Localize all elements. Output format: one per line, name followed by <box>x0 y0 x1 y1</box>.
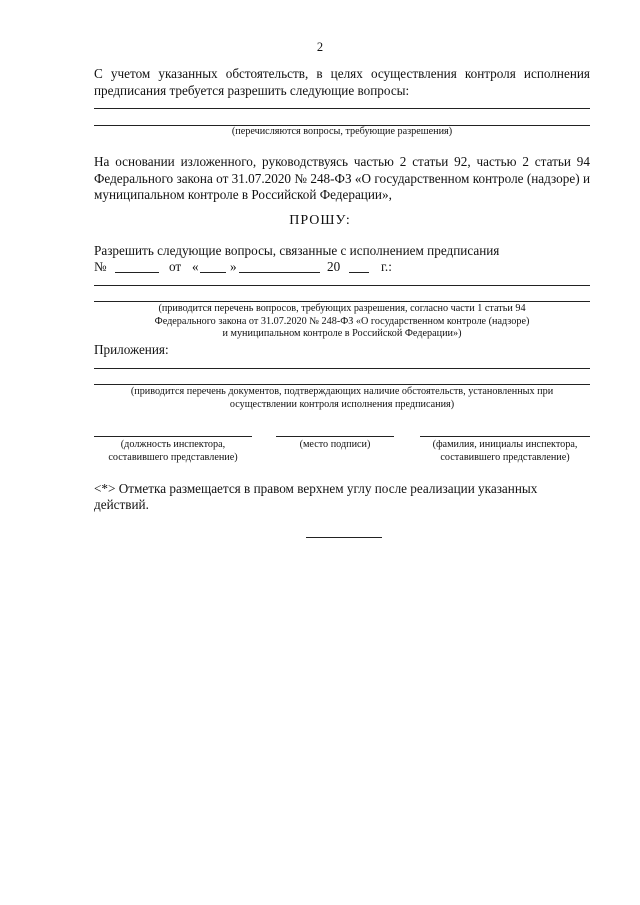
from-label: от <box>169 259 182 274</box>
signature-line-place <box>276 436 394 437</box>
paragraph-legal-basis: На основании изложенного, руководствуясь частью 2 статьи 92, частью 2 статьи 94 Федерального закона от 31.07.2020 № 248-ФЗ «О государственном контроле (надзоре) и муниципальном контроле в Российской Федерации», <box>94 154 590 202</box>
year-suffix: г.: <box>381 259 392 274</box>
prescription-number-row <box>94 259 590 275</box>
caption-line: Федерального закона от 31.07.2020 № 248-ФЗ «О государственном контроле (надзоре) <box>154 315 530 327</box>
open-quote: « <box>192 259 199 274</box>
day-blank <box>200 272 226 273</box>
year-prefix: 20 <box>327 259 341 274</box>
number-sign: № <box>94 259 107 274</box>
close-quote: » <box>230 259 237 274</box>
fill-line <box>94 368 590 369</box>
year-blank <box>349 272 369 273</box>
end-divider <box>306 537 382 538</box>
caption-line: (фамилия, инициалы инспектора, <box>432 439 578 450</box>
caption-line: (приводится перечень вопросов, требующих разрешения, согласно части 1 статьи 94 <box>158 303 526 314</box>
paragraph-resolve-questions: Разрешить следующие вопросы, связанные с исполнением предписания <box>94 243 500 258</box>
caption-line: осуществлении контроля исполнения предписания) <box>229 398 455 410</box>
fill-line <box>94 285 590 286</box>
caption-questions-list <box>94 303 590 341</box>
caption-questions: (перечисляются вопросы, требующие разрешения) <box>231 126 453 137</box>
paragraph-circumstances: С учетом указанных обстоятельств, в целях осуществления контроля исполнения предписания требуется разрешить следующие вопросы: <box>94 66 590 98</box>
caption-line: составившего представление) <box>440 452 570 463</box>
caption-line: составившего представление) <box>108 452 238 463</box>
caption-inspector-position <box>94 438 252 464</box>
page-number: 2 <box>316 40 324 54</box>
fill-line <box>94 301 590 302</box>
fill-line <box>94 384 590 385</box>
caption-line: и муниципальном контроле в Российской Федерации») <box>222 328 462 339</box>
attachments-label: Приложения: <box>94 342 169 357</box>
request-title: ПРОШУ: <box>289 213 351 228</box>
signature-line-position <box>94 436 252 437</box>
caption-documents <box>94 386 590 411</box>
caption-line: (должность инспектора, <box>120 439 226 450</box>
caption-line: (приводится перечень документов, подтверждающих наличие обстоятельств, установленных при <box>130 386 554 397</box>
fill-line <box>94 108 590 109</box>
signature-line-name <box>420 436 590 437</box>
caption-inspector-name <box>420 438 590 464</box>
month-blank <box>239 272 320 273</box>
footnote: <*> Отметка размещается в правом верхнем углу после реализации указанных действий. <box>94 481 538 512</box>
number-blank <box>115 272 159 273</box>
caption-signature-place: (место подписи) <box>299 439 371 450</box>
